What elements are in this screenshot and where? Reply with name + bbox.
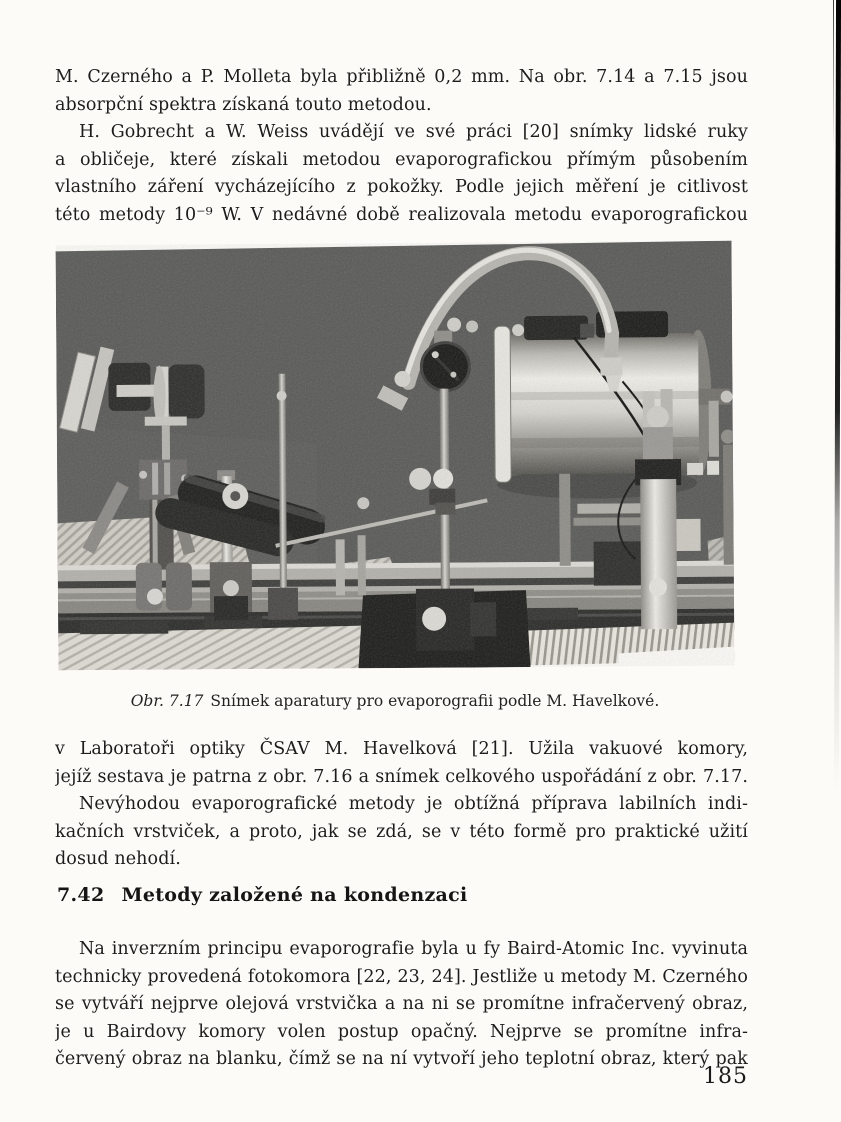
- book-spine-hairline: [833, 0, 835, 150]
- body-text-line: vlastního záření vycházejícího z pokožky. Podle jejich měření je citlivost: [55, 177, 748, 197]
- body-text-line: Nevýhodou evaporografické metody je obtížná příprava labilních indi-: [79, 794, 748, 814]
- body-text-line: absorpční spektra získaná touto metodou.: [55, 94, 432, 115]
- section-number: 7.42: [57, 884, 105, 906]
- body-text-line: technicky provedená fotokomora [22, 23, 24]. Jestliže u metody M. Czerného: [55, 966, 748, 987]
- section-heading: [57, 884, 747, 906]
- body-text-line: červený obraz na blanku, čímž se na ní vytvoří jeho teplotní obraz, který pak: [55, 1049, 748, 1069]
- body-text-line: v Laboratoři optiky ČSAV M. Havelková [21]. Užila vakuové komory,: [55, 739, 748, 759]
- body-text-line: M. Czerného a P. Molleta byla přibližně 0,2 mm. Na obr. 7.14 a 7.15 jsou: [55, 67, 748, 87]
- body-text-line: je u Bairdovy komory volen postup opačný. Nejprve se promítne infra-: [55, 1021, 748, 1042]
- body-text-line: této metody 10⁻⁹ W. V nedávné době realizovala metodu evaporografickou: [55, 204, 748, 225]
- paragraph-1: [55, 64, 748, 119]
- page-number: 185: [703, 1064, 748, 1089]
- body-text-line: dosud nehodí.: [55, 849, 181, 869]
- section-title: Metody založené na kondenzaci: [121, 884, 468, 906]
- body-text-line: H. Gobrecht a W. Weiss uvádějí ve své práci [20] snímky lidské ruky: [79, 122, 748, 142]
- paragraph-4: [55, 791, 748, 874]
- figure-caption-text: Snímek aparatury pro evaporografii podle M. Havelkové.: [210, 692, 660, 710]
- book-spine-shadow: [834, 0, 841, 790]
- body-text-line: Na inverzním principu evaporografie byla u fy Baird-Atomic Inc. vyvinuta: [79, 939, 748, 959]
- body-text-line: a obličeje, které získali metodou evaporografickou přímým působením: [55, 149, 748, 170]
- figure-photo: [56, 241, 735, 671]
- figure-caption-label: Obr. 7.17: [130, 692, 204, 710]
- paragraph-3: [55, 736, 748, 791]
- body-text-line: se vytváří nejprve olejová vrstvička a na ni se promítne infračervený obraz,: [55, 994, 748, 1014]
- apparatus-photo-illustration: [56, 241, 735, 671]
- body-text-line: kačních vrstviček, a proto, jak se zdá, se v této formě pro praktické užití: [55, 821, 748, 842]
- paragraph-2: [55, 119, 748, 229]
- paragraph-5: [55, 936, 748, 1074]
- body-text-line: jejíž sestava je patrna z obr. 7.16 a snímek celkového uspořádání z obr. 7.17.: [55, 766, 748, 787]
- figure-caption: [57, 690, 733, 712]
